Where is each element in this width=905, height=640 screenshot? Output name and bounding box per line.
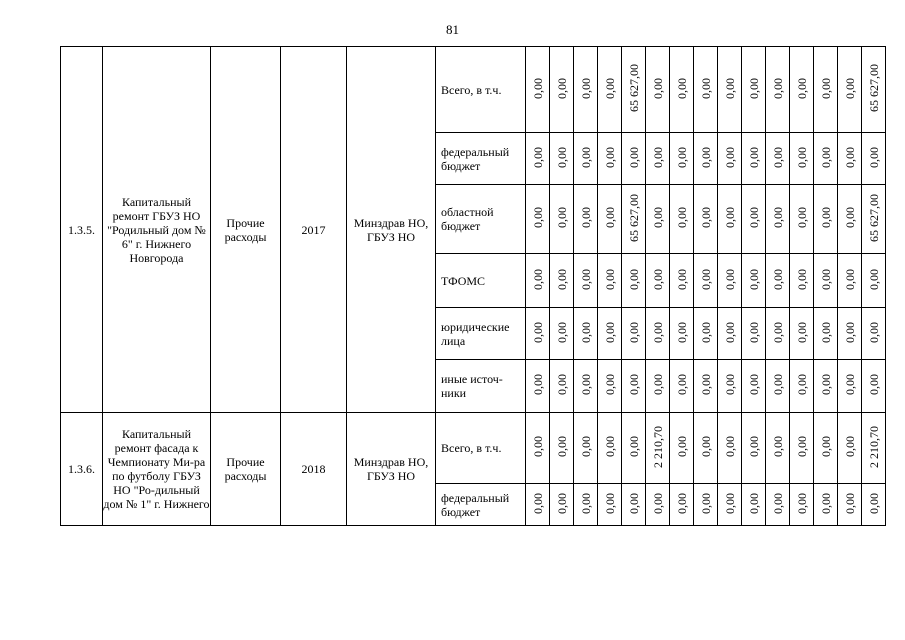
value-text: 0,00 — [602, 492, 617, 514]
value-text: 0,00 — [746, 374, 761, 395]
value-cell — [838, 254, 862, 308]
value-text: 0,00 — [578, 268, 593, 290]
value-text: 0,00 — [794, 146, 809, 168]
value-cell — [646, 413, 670, 484]
value-text: 0,00 — [650, 146, 665, 168]
value-cell — [838, 185, 862, 254]
value-text: 0,00 — [722, 321, 737, 343]
value-text: 0,00 — [770, 492, 785, 514]
value-text: 0,00 — [626, 146, 641, 168]
value-cell — [622, 47, 646, 133]
value-text: 0,00 — [578, 207, 593, 228]
value-cell — [862, 47, 886, 133]
value-cell — [790, 360, 814, 413]
value-text: 0,00 — [602, 146, 617, 168]
funding-source-label: юридические лица — [436, 308, 526, 360]
value-text: 0,00 — [650, 321, 665, 343]
value-cell — [742, 308, 766, 360]
value-cell — [766, 185, 790, 254]
value-cell — [550, 185, 574, 254]
value-cell — [574, 47, 598, 133]
value-cell — [622, 185, 646, 254]
value-cell — [694, 254, 718, 308]
value-cell — [814, 308, 838, 360]
value-text: 0,00 — [770, 146, 785, 168]
value-text: 0,00 — [818, 321, 833, 343]
value-text: 0,00 — [578, 374, 593, 395]
funding-source-label: Всего, в т.ч. — [436, 47, 526, 133]
executor: Минздрав НО, ГБУЗ НО — [347, 47, 436, 413]
value-text: 0,00 — [602, 436, 617, 457]
value-text: 0,00 — [746, 77, 761, 99]
value-text: 0,00 — [530, 268, 545, 290]
value-text: 0,00 — [554, 146, 569, 168]
value-cell — [670, 133, 694, 185]
funding-source-label: Всего, в т.ч. — [436, 413, 526, 484]
value-text: 0,00 — [578, 492, 593, 514]
value-cell — [550, 413, 574, 484]
value-text: 0,00 — [794, 374, 809, 395]
value-text: 0,00 — [842, 374, 857, 395]
value-text: 0,00 — [554, 321, 569, 343]
value-cell — [766, 413, 790, 484]
value-text: 0,00 — [842, 77, 857, 99]
value-text: 0,00 — [842, 268, 857, 290]
value-text: 0,00 — [530, 374, 545, 395]
value-cell — [694, 133, 718, 185]
value-cell — [766, 254, 790, 308]
value-text: 0,00 — [602, 321, 617, 343]
value-cell — [838, 360, 862, 413]
value-cell — [574, 185, 598, 254]
value-text: 0,00 — [866, 374, 881, 395]
value-cell — [550, 133, 574, 185]
value-text: 0,00 — [602, 374, 617, 395]
value-text: 0,00 — [554, 207, 569, 228]
page-number: 81 — [446, 22, 459, 37]
value-text: 0,00 — [602, 207, 617, 228]
value-text: 0,00 — [674, 146, 689, 168]
value-cell — [646, 484, 670, 526]
value-text: 0,00 — [674, 268, 689, 290]
item-year: 2017 — [281, 47, 347, 413]
value-cell — [694, 308, 718, 360]
value-text: 0,00 — [578, 146, 593, 168]
value-text: 0,00 — [650, 374, 665, 395]
value-text: 0,00 — [746, 436, 761, 457]
value-text: 0,00 — [530, 207, 545, 228]
value-text: 0,00 — [722, 146, 737, 168]
value-text: 0,00 — [818, 374, 833, 395]
value-cell — [742, 360, 766, 413]
value-text: 0,00 — [794, 492, 809, 514]
value-cell — [862, 185, 886, 254]
value-text: 0,00 — [794, 77, 809, 99]
value-cell — [790, 413, 814, 484]
value-cell — [646, 47, 670, 133]
value-text: 0,00 — [866, 146, 881, 168]
value-cell — [814, 360, 838, 413]
item-name: Капитальный ремонт ГБУЗ НО "Родильный дом № 6" г. Нижнего Новгорода — [103, 47, 211, 413]
value-text: 0,00 — [722, 268, 737, 290]
funding-source-label: федеральный бюджет — [436, 484, 526, 526]
value-text: 0,00 — [578, 77, 593, 99]
value-cell — [718, 254, 742, 308]
table-row — [61, 413, 886, 484]
value-text: 0,00 — [770, 436, 785, 457]
value-cell — [574, 133, 598, 185]
value-cell — [838, 308, 862, 360]
value-text: 0,00 — [746, 268, 761, 290]
value-text: 0,00 — [650, 492, 665, 514]
value-cell — [622, 308, 646, 360]
value-cell — [742, 133, 766, 185]
value-cell — [670, 484, 694, 526]
value-text: 0,00 — [578, 321, 593, 343]
value-cell — [574, 484, 598, 526]
value-cell — [622, 484, 646, 526]
value-text: 0,00 — [722, 77, 737, 99]
value-cell — [646, 133, 670, 185]
value-text: 0,00 — [842, 492, 857, 514]
value-cell — [742, 254, 766, 308]
value-text: 0,00 — [866, 268, 881, 290]
value-cell — [766, 133, 790, 185]
value-cell — [814, 254, 838, 308]
value-cell — [742, 47, 766, 133]
value-text: 0,00 — [674, 436, 689, 457]
value-cell — [718, 185, 742, 254]
item-year: 2018 — [281, 413, 347, 526]
value-text: 0,00 — [650, 77, 665, 99]
value-cell — [790, 133, 814, 185]
value-cell — [670, 47, 694, 133]
value-cell — [598, 308, 622, 360]
value-cell — [550, 484, 574, 526]
value-text: 0,00 — [554, 268, 569, 290]
value-cell — [526, 47, 550, 133]
value-text: 0,00 — [842, 321, 857, 343]
value-text: 0,00 — [674, 77, 689, 99]
value-cell — [694, 185, 718, 254]
value-text: 0,00 — [770, 321, 785, 343]
value-text: 0,00 — [626, 492, 641, 514]
funding-source-label: иные источ-ники — [436, 360, 526, 413]
value-cell — [598, 413, 622, 484]
value-text: 0,00 — [626, 374, 641, 395]
value-text: 0,00 — [722, 374, 737, 395]
value-cell — [838, 133, 862, 185]
value-cell — [574, 413, 598, 484]
value-cell — [526, 413, 550, 484]
value-cell — [670, 308, 694, 360]
value-cell — [718, 133, 742, 185]
value-cell — [862, 133, 886, 185]
value-text: 0,00 — [626, 268, 641, 290]
value-cell — [862, 254, 886, 308]
funding-source-label: ТФОМС — [436, 254, 526, 308]
value-cell — [790, 47, 814, 133]
value-cell — [670, 413, 694, 484]
value-text: 65 627,00 — [626, 64, 641, 112]
value-text: 0,00 — [842, 436, 857, 457]
value-text: 0,00 — [746, 146, 761, 168]
value-text: 0,00 — [554, 77, 569, 99]
value-cell — [622, 360, 646, 413]
value-cell — [646, 185, 670, 254]
value-cell — [622, 254, 646, 308]
value-text: 0,00 — [674, 321, 689, 343]
value-text: 0,00 — [722, 492, 737, 514]
value-text: 0,00 — [554, 492, 569, 514]
value-cell — [574, 308, 598, 360]
expense-type: Прочие расходы — [211, 413, 281, 526]
value-text: 0,00 — [818, 207, 833, 228]
value-cell — [718, 360, 742, 413]
value-cell — [598, 254, 622, 308]
expense-type: Прочие расходы — [211, 47, 281, 413]
value-text: 0,00 — [698, 268, 713, 290]
value-text: 0,00 — [722, 207, 737, 228]
value-text: 0,00 — [746, 321, 761, 343]
value-text: 0,00 — [602, 77, 617, 99]
value-text: 0,00 — [722, 436, 737, 457]
value-cell — [646, 308, 670, 360]
value-cell — [622, 133, 646, 185]
value-cell — [766, 484, 790, 526]
value-text: 0,00 — [698, 321, 713, 343]
table-row — [61, 47, 886, 133]
value-cell — [526, 360, 550, 413]
value-text: 0,00 — [674, 207, 689, 228]
value-text: 0,00 — [866, 492, 881, 514]
value-text: 0,00 — [818, 77, 833, 99]
value-text: 65 627,00 — [866, 64, 881, 112]
value-cell — [814, 47, 838, 133]
value-text: 0,00 — [842, 207, 857, 228]
value-cell — [838, 47, 862, 133]
value-cell — [766, 308, 790, 360]
value-text: 0,00 — [818, 146, 833, 168]
value-cell — [598, 133, 622, 185]
value-cell — [670, 254, 694, 308]
value-text: 0,00 — [818, 492, 833, 514]
value-cell — [814, 413, 838, 484]
value-cell — [526, 185, 550, 254]
value-cell — [718, 413, 742, 484]
value-text: 0,00 — [794, 268, 809, 290]
value-cell — [550, 47, 574, 133]
value-cell — [790, 308, 814, 360]
item-name: Капитальный ремонт фасада к Чемпионату Ми-ра по футболу ГБУЗ НО "Ро-дильный дом № 1" г. Нижнего — [103, 413, 211, 526]
value-text: 0,00 — [770, 268, 785, 290]
value-text: 0,00 — [770, 207, 785, 228]
value-text: 0,00 — [554, 436, 569, 457]
value-cell — [718, 47, 742, 133]
value-cell — [790, 484, 814, 526]
value-cell — [670, 360, 694, 413]
value-text: 0,00 — [602, 268, 617, 290]
executor: Минздрав НО, ГБУЗ НО — [347, 413, 436, 526]
value-text: 0,00 — [698, 146, 713, 168]
value-cell — [718, 484, 742, 526]
value-text: 0,00 — [530, 321, 545, 343]
value-cell — [838, 413, 862, 484]
value-text: 0,00 — [530, 436, 545, 457]
value-text: 0,00 — [818, 436, 833, 457]
value-text: 0,00 — [794, 436, 809, 457]
value-cell — [598, 360, 622, 413]
value-cell — [862, 484, 886, 526]
value-cell — [742, 185, 766, 254]
value-cell — [862, 308, 886, 360]
value-cell — [526, 484, 550, 526]
value-text: 0,00 — [698, 374, 713, 395]
value-text: 0,00 — [674, 492, 689, 514]
value-text: 65 627,00 — [866, 193, 881, 242]
funding-source-label: федеральный бюджет — [436, 133, 526, 185]
value-cell — [598, 484, 622, 526]
value-cell — [694, 47, 718, 133]
value-cell — [766, 47, 790, 133]
value-text: 0,00 — [818, 268, 833, 290]
value-text: 0,00 — [698, 492, 713, 514]
value-cell — [694, 484, 718, 526]
value-cell — [526, 254, 550, 308]
value-cell — [550, 254, 574, 308]
value-cell — [622, 413, 646, 484]
value-text: 0,00 — [626, 321, 641, 343]
value-cell — [766, 360, 790, 413]
funding-source-label: областной бюджет — [436, 185, 526, 254]
value-cell — [526, 133, 550, 185]
value-cell — [862, 360, 886, 413]
value-text: 0,00 — [530, 77, 545, 99]
value-text: 0,00 — [698, 436, 713, 457]
value-text: 2 210,70 — [866, 425, 881, 468]
value-cell — [670, 185, 694, 254]
value-cell — [526, 308, 550, 360]
value-cell — [574, 360, 598, 413]
value-text: 0,00 — [746, 207, 761, 228]
value-cell — [550, 308, 574, 360]
value-cell — [550, 360, 574, 413]
value-cell — [694, 360, 718, 413]
item-number: 1.3.6. — [61, 413, 103, 526]
value-text: 2 210,70 — [650, 425, 665, 468]
value-cell — [718, 308, 742, 360]
value-text: 0,00 — [650, 207, 665, 228]
value-cell — [814, 133, 838, 185]
value-text: 0,00 — [698, 207, 713, 228]
value-cell — [646, 360, 670, 413]
value-cell — [574, 254, 598, 308]
value-text: 0,00 — [674, 374, 689, 395]
value-text: 0,00 — [770, 374, 785, 395]
value-text: 0,00 — [770, 77, 785, 99]
value-cell — [646, 254, 670, 308]
item-number: 1.3.5. — [61, 47, 103, 413]
value-text: 0,00 — [746, 492, 761, 514]
value-text: 0,00 — [650, 268, 665, 290]
value-cell — [790, 185, 814, 254]
finance-table — [60, 46, 886, 526]
value-cell — [694, 413, 718, 484]
value-text: 0,00 — [554, 374, 569, 395]
value-text: 0,00 — [842, 146, 857, 168]
value-cell — [790, 254, 814, 308]
value-text: 65 627,00 — [626, 193, 641, 242]
value-cell — [598, 47, 622, 133]
value-cell — [814, 185, 838, 254]
value-text: 0,00 — [578, 436, 593, 457]
value-text: 0,00 — [530, 492, 545, 514]
value-cell — [742, 413, 766, 484]
value-cell — [814, 484, 838, 526]
value-text: 0,00 — [698, 77, 713, 99]
value-cell — [598, 185, 622, 254]
value-text: 0,00 — [794, 321, 809, 343]
value-cell — [838, 484, 862, 526]
value-text: 0,00 — [866, 321, 881, 343]
value-text: 0,00 — [794, 207, 809, 228]
value-cell — [862, 413, 886, 484]
value-cell — [742, 484, 766, 526]
value-text: 0,00 — [626, 436, 641, 457]
value-text: 0,00 — [530, 146, 545, 168]
